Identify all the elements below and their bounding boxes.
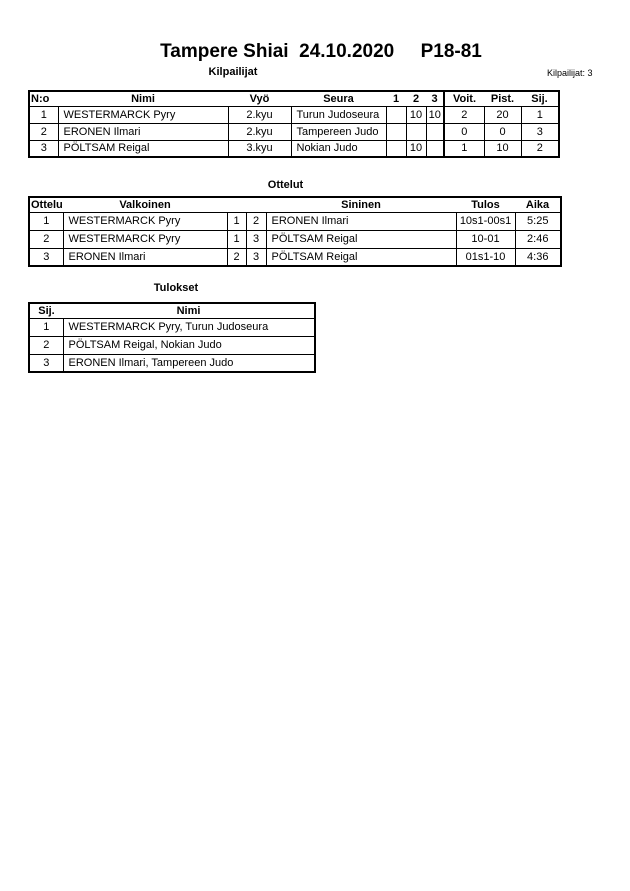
cell-valkoinen: ERONEN Ilmari xyxy=(63,248,227,266)
cell-round-3 xyxy=(426,123,444,140)
cell-nimi: PÖLTSAM Reigal xyxy=(58,140,228,157)
cell-pist: 0 xyxy=(484,123,521,140)
cell-nimi: WESTERMARCK Pyry xyxy=(58,106,228,123)
cell-sininen: PÖLTSAM Reigal xyxy=(266,230,456,248)
col-header-sininen: Sininen xyxy=(266,197,456,212)
cell-nimi: ERONEN Ilmari xyxy=(58,123,228,140)
cell-sij: 1 xyxy=(521,106,559,123)
col-header-ottelu: Ottelu xyxy=(31,198,63,211)
cell-seura: Nokian Judo xyxy=(291,140,386,157)
col-header-seura: Seura xyxy=(291,91,386,106)
cell-vyo: 3.kyu xyxy=(228,140,291,157)
cell-round-1 xyxy=(386,106,406,123)
table-row xyxy=(29,354,315,372)
cell-vyo: 2.kyu xyxy=(228,106,291,123)
col-header-no: N:o xyxy=(29,91,58,106)
cell-sininen: ERONEN Ilmari xyxy=(266,212,456,230)
cell-white-number: 1 xyxy=(227,212,246,230)
cell-pist: 20 xyxy=(484,106,521,123)
cell-round-3: 10 xyxy=(426,106,444,123)
cell-sij: 3 xyxy=(29,354,63,372)
cell-voit: 1 xyxy=(444,140,484,157)
competitors-count-label: Kilpailijat: 3 xyxy=(547,68,593,78)
cell-sij: 1 xyxy=(29,318,63,336)
cell-pist: 10 xyxy=(484,140,521,157)
cell-no: 3 xyxy=(29,140,58,157)
cell-seura: Tampereen Judo xyxy=(291,123,386,140)
cell-blue-number: 3 xyxy=(246,248,266,266)
col-header-sij: Sij. xyxy=(521,91,559,106)
table-row xyxy=(29,230,561,248)
ottelut-header-row xyxy=(29,197,561,212)
table-row xyxy=(29,336,315,354)
cell-tulos: 01s1-10 xyxy=(456,248,515,266)
kilpailijat-header-row xyxy=(29,91,559,106)
col-header-nimi: Nimi xyxy=(63,303,315,318)
kilpailijat-table xyxy=(28,90,560,158)
col-header-1: 1 xyxy=(386,91,406,106)
cell-aika: 2:46 xyxy=(515,230,561,248)
section-title-kilpailijat: Kilpailijat xyxy=(208,66,258,78)
table-row xyxy=(29,318,315,336)
cell-valkoinen: WESTERMARCK Pyry xyxy=(63,230,227,248)
col-header-voit: Voit. xyxy=(444,91,484,106)
table-row xyxy=(29,140,559,157)
cell-sij: 2 xyxy=(521,140,559,157)
cell-nimi: ERONEN Ilmari, Tampereen Judo xyxy=(63,354,315,372)
cell-ottelu: 1 xyxy=(29,212,63,230)
cell-ottelu: 3 xyxy=(29,248,63,266)
cell-ottelu: 2 xyxy=(29,230,63,248)
cell-round-2: 10 xyxy=(406,106,426,123)
col-header-2: 2 xyxy=(406,91,426,106)
table-row xyxy=(29,248,561,266)
cell-valkoinen: WESTERMARCK Pyry xyxy=(63,212,227,230)
cell-tulos: 10s1-00s1 xyxy=(456,212,515,230)
col-header-aika: Aika xyxy=(515,197,561,212)
col-header-3: 3 xyxy=(426,91,444,106)
cell-nimi: PÖLTSAM Reigal, Nokian Judo xyxy=(63,336,315,354)
cell-nimi: WESTERMARCK Pyry, Turun Judoseura xyxy=(63,318,315,336)
col-header-vyo: Vyö xyxy=(228,91,291,106)
cell-vyo: 2.kyu xyxy=(228,123,291,140)
cell-no: 1 xyxy=(29,106,58,123)
col-header-valkoinen: Valkoinen xyxy=(63,197,227,212)
col-header-numbers xyxy=(227,197,266,212)
col-header-tulos: Tulos xyxy=(456,197,515,212)
cell-white-number: 2 xyxy=(227,248,246,266)
section-title-tulokset: Tulokset xyxy=(153,282,199,294)
cell-voit: 0 xyxy=(444,123,484,140)
tulokset-table xyxy=(28,302,316,373)
cell-tulos: 10-01 xyxy=(456,230,515,248)
page-title: Tampere Shiai 24.10.2020 P18-81 xyxy=(160,41,482,62)
section-title-ottelut: Ottelut xyxy=(267,179,304,191)
cell-seura: Turun Judoseura xyxy=(291,106,386,123)
cell-aika: 5:25 xyxy=(515,212,561,230)
col-header-nimi: Nimi xyxy=(58,91,228,106)
table-row xyxy=(29,212,561,230)
cell-round-1 xyxy=(386,140,406,157)
cell-white-number: 1 xyxy=(227,230,246,248)
ottelut-table xyxy=(28,196,562,267)
cell-sij: 3 xyxy=(521,123,559,140)
table-row xyxy=(29,123,559,140)
cell-round-2: 10 xyxy=(406,140,426,157)
col-header-sij: Sij. xyxy=(29,303,63,318)
cell-blue-number: 2 xyxy=(246,212,266,230)
table-row xyxy=(29,106,559,123)
cell-no: 2 xyxy=(29,123,58,140)
cell-voit: 2 xyxy=(444,106,484,123)
tulokset-header-row xyxy=(29,303,315,318)
col-header-pist: Pist. xyxy=(484,91,521,106)
cell-round-1 xyxy=(386,123,406,140)
cell-aika: 4:36 xyxy=(515,248,561,266)
cell-sij: 2 xyxy=(29,336,63,354)
cell-blue-number: 3 xyxy=(246,230,266,248)
cell-round-2 xyxy=(406,123,426,140)
cell-sininen: PÖLTSAM Reigal xyxy=(266,248,456,266)
cell-round-3 xyxy=(426,140,444,157)
